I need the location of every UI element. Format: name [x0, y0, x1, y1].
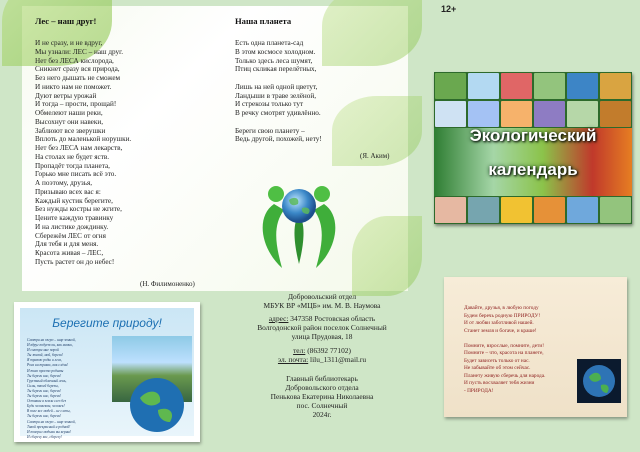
poem-line: [464, 335, 545, 343]
poem-line: На столах не будет яств.: [35, 152, 110, 161]
phone-value: (86392 77102): [305, 346, 351, 355]
poem-line: Мы узнали: ЛЕС – наш друг.: [35, 47, 124, 56]
poem-line: А поэтому, друзья,: [35, 179, 93, 187]
poem-line: Не забывайте об этом сейчас.: [464, 365, 531, 371]
librarian-position-2: Добровольского отдела: [285, 383, 359, 392]
poem-line: Только здесь леса шумят,: [235, 56, 313, 65]
nature-poem-text: [464, 305, 545, 395]
poem-line: Заблюют все зверушки: [35, 126, 106, 135]
poem-line: Ведь другой, похожей, нету!: [235, 135, 322, 144]
poem-line: И смотри мне порой: [27, 348, 59, 353]
poem-line: Нет без ЛЕСА нам лекарств,: [35, 144, 123, 152]
leaflet-image: [14, 302, 200, 442]
poem-line: В речку смотрят удивлённо.: [235, 109, 321, 117]
poem-line: [235, 118, 322, 127]
poem-right-author: (Я. Аким): [360, 152, 390, 160]
poem-line: И не сразу, и не вдруг,: [35, 39, 103, 47]
year: 2024г.: [312, 410, 332, 419]
poem-line: Ты береги нас, береги!: [27, 373, 62, 378]
poem-line: Роса на травах, как слёзы!: [27, 363, 69, 368]
leaflet-title: Берегите природу!: [52, 316, 162, 330]
poem-line: Призываю всех вас я:: [35, 187, 101, 196]
poem-line: Давайте, друзья, в любую погоду: [464, 305, 539, 311]
library-phone: [212, 346, 432, 355]
library-address-line3: улица Прудовая, 18: [291, 332, 353, 341]
poem-line: Ты береги нас, береги!: [27, 414, 62, 419]
poem-line: - ПРИРОДА!: [464, 387, 494, 394]
library-village: пос. Солнечный: [296, 401, 348, 410]
email-value: lilu_1311@mail.ru: [308, 355, 367, 364]
poem-line: Сбережём ЛЕС от огня: [35, 231, 106, 240]
poem-line: Вплоть до маленькой норушки.: [35, 135, 132, 144]
poem-line: Смотри на озеро – шар земной,: [27, 419, 76, 424]
poem-line: И тогда – прости, прощай!: [35, 100, 117, 109]
leaflet-content: [20, 308, 194, 439]
poem-line: Смотри на озеро – шар земной,: [27, 338, 76, 342]
calendar-title-line1: Экологический: [469, 126, 597, 145]
poem-line: Высохнут они навеки,: [35, 117, 103, 126]
poem-line: Без него дышать не сможем: [35, 74, 121, 82]
poem-line: Без нужды костры не жгите,: [35, 205, 122, 214]
poem-panel: [22, 6, 408, 291]
earth-globe-icon: [577, 359, 621, 403]
nature-poem-card: [444, 277, 627, 417]
calendar-photo-row: [434, 196, 632, 224]
poem-line: Такой прекрасный и родной!: [27, 424, 71, 429]
poem-line: Будет зависеть только от нас.: [464, 357, 530, 364]
library-email: [212, 355, 432, 364]
poem-line: Ландыши в траве зелёной,: [235, 91, 317, 100]
poem-line: И стрекозы только тут: [235, 100, 304, 109]
poem-line: В этом космосе холодном.: [235, 47, 316, 56]
poem-line: В поле все людей – не слепы,: [27, 409, 71, 414]
earth-globe-icon: [128, 376, 186, 434]
poem-line: Силы, твоей березы,: [27, 383, 59, 388]
poem-line: И на листике дождинку.: [35, 222, 109, 231]
poem-line: Красота живая – ЛЕС,: [35, 249, 104, 257]
poem-line: И поверил людьми вы верны!: [27, 429, 72, 434]
library-org: МБУК ВР «МЦБ» им. М. В. Наумова: [263, 301, 381, 310]
calendar-photo-row: [434, 72, 632, 100]
leaf-decoration: [322, 0, 422, 66]
poem-line: Планету живую сберечь для народа.: [464, 372, 546, 379]
leaf-decoration: [352, 216, 422, 296]
poem-line: Сникнет сразу вся природа,: [35, 65, 120, 74]
poem-line: Береги свою планету –: [235, 126, 305, 135]
librarian-name: Пенькова Екатерина Николаевна: [270, 392, 374, 401]
poem-line: Каждый кустик берегите,: [35, 196, 113, 205]
poem-line: Птиц скликая перелётных,: [235, 65, 317, 74]
poem-line: Грустный облачный лень,: [27, 378, 67, 383]
poem-line: Ты живой, мой, береги!: [27, 353, 64, 358]
poem-left-text: [35, 39, 131, 267]
poem-line: Нет без ЛЕСА кислорода,: [35, 56, 114, 65]
poem-line: Пусть растет он до небес!: [35, 257, 115, 266]
email-label: эл. почта:: [277, 355, 309, 364]
poem-line: Есть одна планета-сад: [235, 39, 304, 47]
poem-line: И от любви заботливой нашей.: [464, 320, 534, 326]
poem-left-author: (Н. Филимоненко): [140, 280, 195, 288]
poem-right-title: Наша планета: [235, 16, 292, 26]
poem-line: Горько мне писать всё это.: [35, 170, 117, 179]
poem-line: Оставим я земли слез без: [27, 399, 67, 404]
library-address-line1: [212, 314, 432, 323]
poem-line: И тихо просто родимы: [27, 368, 64, 373]
calendar-photo-row: [434, 100, 632, 128]
poem-line: Ты береги нас, береги!: [27, 388, 62, 393]
librarian-position-1: Главный библиотекарь: [286, 374, 358, 383]
poem-line: Будем беречь родную ПРИРОДУ!: [464, 312, 541, 319]
ecological-calendar-image: [434, 72, 632, 224]
poem-line: Дуют ветры урожай: [35, 91, 97, 100]
poem-line: Помните – что, красота на планете,: [464, 350, 544, 356]
poem-line: Будь человеком, человек!: [27, 404, 65, 409]
poem-line: Я травою роды и леса,: [27, 358, 62, 363]
calendar-title-line2: календарь: [488, 160, 578, 179]
poem-line: Помните, взрослые, помните, дети!: [464, 342, 544, 349]
poem-line: И никто нам не поможет.: [35, 82, 112, 91]
poem-right-text: [235, 39, 322, 144]
poem-line: Обмелеют наши реки,: [35, 109, 103, 117]
poem-line: Пропадёт тогда планета,: [35, 161, 110, 170]
poem-line: И пусть восхваляет тебя жизни: [464, 380, 535, 386]
poem-line: Станет земля и богаче, и краше!: [464, 327, 537, 334]
address-value: 347358 Ростовская область: [288, 314, 376, 323]
poem-left-title: Лес – наш друг!: [35, 16, 97, 26]
poem-line: И вдруг подует он, как мячик,: [27, 343, 73, 348]
leaflet-poem-text: [27, 338, 76, 440]
poem-line: Ты береги нас, береги!: [27, 394, 62, 399]
library-dept: Добровольский отдел: [287, 292, 357, 301]
poem-line: Цените каждую травинку: [35, 214, 114, 222]
address-label: адрес:: [268, 314, 289, 323]
phone-label: тел:: [293, 346, 306, 355]
eco-globe-icon: [254, 176, 344, 276]
poem-line: Для тебя и для меня.: [35, 240, 99, 249]
poem-line: И сберегу вас, сберегу!: [27, 434, 62, 439]
library-address-line2: Волгодонской район поселок Солнечный: [257, 323, 387, 332]
poem-line: [235, 74, 322, 83]
poem-line: Лишь на ней одной цветут,: [235, 82, 318, 91]
age-rating-badge: 12+: [441, 4, 457, 14]
